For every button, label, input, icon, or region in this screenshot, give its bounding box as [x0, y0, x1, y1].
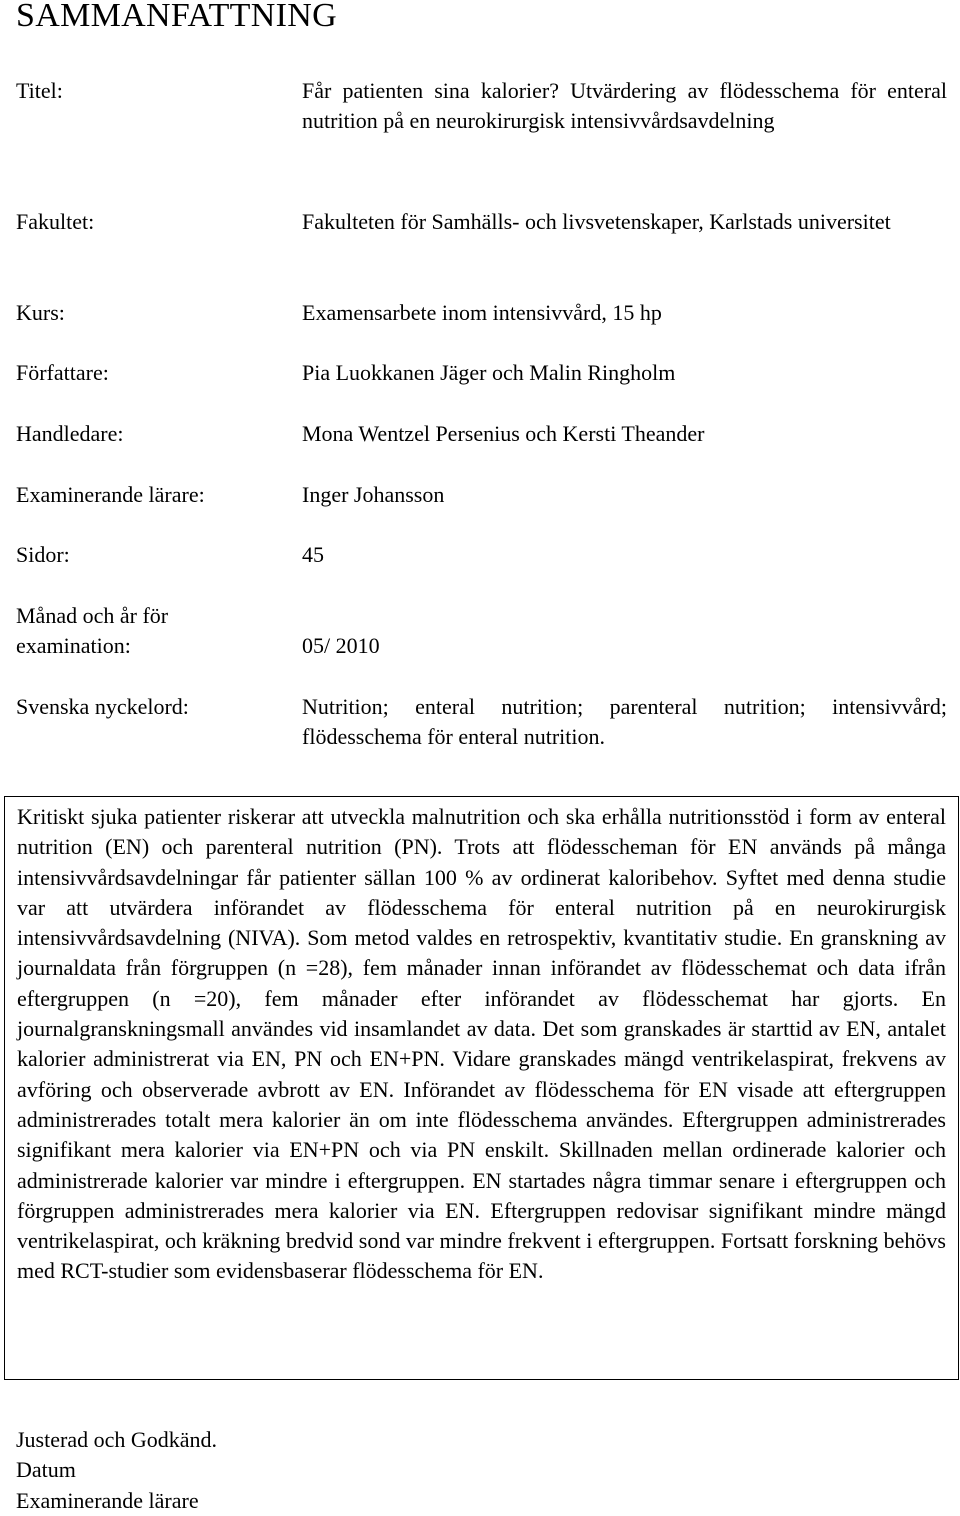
date-label-line2: examination:	[16, 633, 131, 658]
examiner-label: Examinerande lärare:	[16, 482, 205, 507]
authors-label: Författare:	[16, 360, 109, 385]
examiner-value: Inger Johansson	[302, 482, 445, 507]
signoff-date: Datum	[16, 1457, 76, 1483]
signoff	[16, 1425, 217, 1516]
supervisor-label: Handledare:	[16, 421, 124, 446]
title-value: Får patienten sina kalorier? Utvärdering av flödesschema för enteral nutrition på en neurokirurgisk intensivvårdsavdelning	[302, 78, 947, 134]
abstract-text: Kritiskt sjuka patienter riskerar att utveckla malnutrition och ska erhålla nutritionsstöd i form av enteral nutrition (EN) och parenteral nutrition (PN). Trots att flödesscheman för EN används på många intensivvårdsavdelningar får patienter sällan 100 % av ordinerat kaloribehov. Syftet med denna studie var att utvärdera införandet av flödesschema för enteral nutrition på en neurokirurgisk intensivvårdsavdelning (NIVA). Som metod valdes en retrospektiv, kvantitativ studie. En granskning av journaldata från förgruppen (n =28), fem månader innan införandet av flödesschemat och data ifrån eftergruppen (n =20), fem månader efter införandet av flödesschemat har gjorts. En journalgranskningsmall användes vid insamlandet av data. Det som granskades är starttid av EN, antalet kalorier administrerat via EN, PN och EN+PN. Vidare granskades mängd ventrikelaspirat, frekvens av avföring och observerade avbrott av EN. Införandet av flödesschema för EN visade att eftergruppen administrerades totalt mera kalorier än om inte flödesschema användes. Eftergruppen administrerades signifikant mera kalorier via EN+PN och via PN enskilt. Skillnaden mellan ordinerade kalorier och administrerade kalorier var mindre i eftergruppen. EN startades några timmar senare i eftergruppen och förgruppen administrerades mera kalorier via EN. Eftergruppen redovisar signifikant mindre mängd ventrikelaspirat, och kräkning bredvid sond var mindre frekvent i eftergruppen. Fortsatt forskning behövs med RCT-studier som evidensbaserar flödesschema för EN.	[17, 804, 946, 1284]
date-label-line1: Månad och år för	[16, 603, 169, 628]
authors-value: Pia Luokkanen Jäger och Malin Ringholm	[302, 360, 676, 385]
faculty-value: Fakulteten för Samhälls- och livsvetenskaper, Karlstads universitet	[302, 209, 891, 234]
abstract-box	[4, 796, 959, 1380]
title-label: Titel:	[16, 78, 63, 103]
supervisor-value: Mona Wentzel Persenius och Kersti Theander	[302, 421, 705, 446]
signoff-approved: Justerad och Godkänd.	[16, 1427, 218, 1452]
keywords-value: Nutrition; enteral nutrition; parenteral nutrition; intensivvård; flödesschema för enteral nutrition.	[302, 694, 947, 750]
keywords-label: Svenska nyckelord:	[16, 694, 189, 719]
course-value: Examensarbete inom intensivvård, 15 hp	[302, 300, 662, 325]
pages-value: 45	[302, 542, 324, 567]
faculty-label: Fakultet:	[16, 209, 95, 234]
course-label: Kurs:	[16, 300, 65, 325]
page-title: SAMMANFATTNING	[16, 0, 337, 34]
signoff-examiner: Examinerande lärare	[16, 1487, 199, 1513]
pages-label: Sidor:	[16, 542, 70, 567]
date-value: 05/ 2010	[302, 633, 380, 658]
